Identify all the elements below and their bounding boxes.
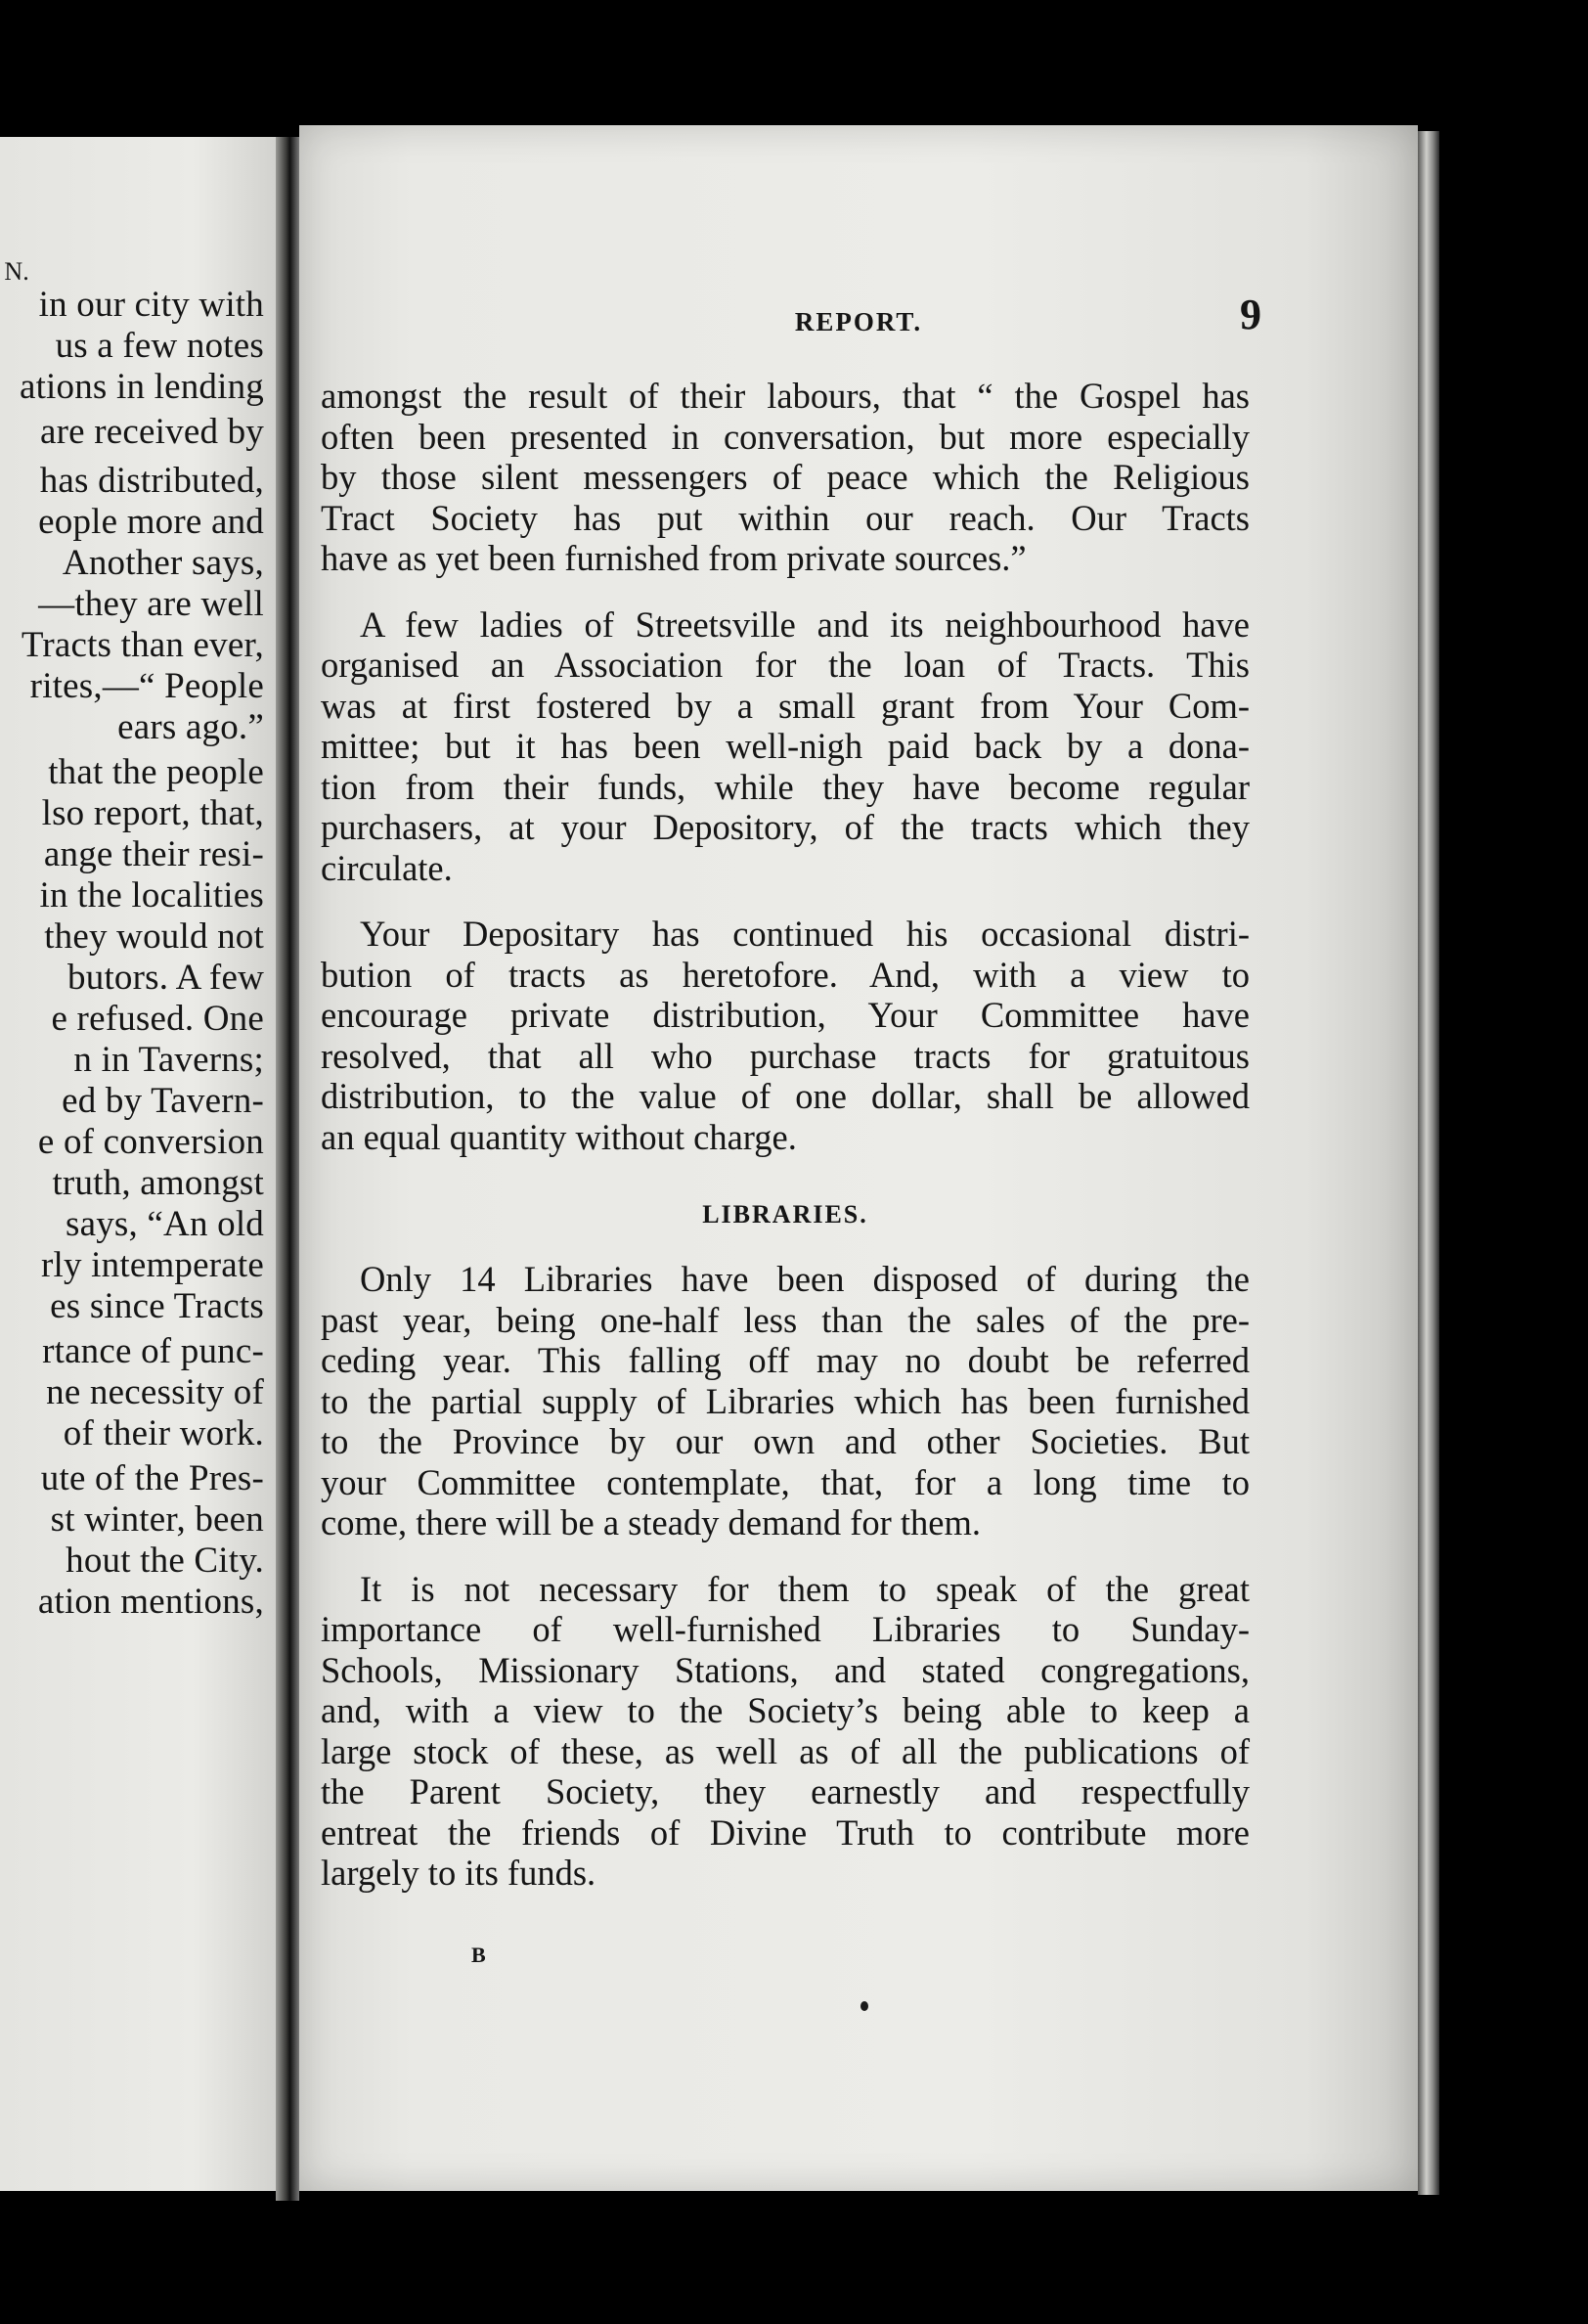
- text-line: largely to its funds.: [321, 1853, 596, 1893]
- running-head: REPORT.: [794, 307, 923, 336]
- left-page-line: Another says,: [62, 543, 264, 583]
- left-page-line: rites,—“ People: [29, 666, 264, 706]
- text-line: bution of tracts as heretofore. And, with a view to: [321, 954, 1250, 995]
- left-page-line: they would not: [44, 916, 264, 957]
- text-line: an equal quantity without charge.: [321, 1116, 797, 1157]
- left-page: [0, 137, 276, 2191]
- left-page-line: ation mentions,: [37, 1582, 264, 1622]
- text-line: to the Province by our own and other Societies. But: [321, 1421, 1250, 1461]
- left-page-line: n in Taverns;: [73, 1040, 264, 1080]
- left-page-line: lso report, that,: [41, 793, 264, 833]
- text-line: past year, being one-half less than the sales of the pre-: [321, 1299, 1250, 1340]
- page-gutter: [276, 137, 299, 2201]
- text-line: entreat the friends of Divine Truth to contribute more: [321, 1811, 1250, 1853]
- paragraph: [321, 604, 1250, 889]
- text-line: encourage private distribution, Your Committee have: [321, 995, 1250, 1035]
- left-page-line: says, “An old: [66, 1204, 264, 1244]
- paragraph-gap: [321, 579, 1250, 604]
- paragraph: [321, 914, 1250, 1157]
- text-line: ceding year. This falling off may no doubt be referred: [321, 1340, 1250, 1380]
- left-page-line: hout the City.: [66, 1541, 264, 1581]
- left-page-line: truth, amongst: [52, 1163, 264, 1203]
- text-line: to the partial supply of Libraries which has been furnished: [321, 1380, 1250, 1421]
- text-line: organised an Association for the loan of Tracts. This: [321, 645, 1250, 685]
- left-page-line: —they are well: [38, 584, 264, 624]
- left-page-line: of their work.: [63, 1413, 264, 1453]
- paragraph: [321, 376, 1250, 579]
- left-page-line: rtance of punc-: [42, 1331, 264, 1371]
- left-page-line: are received by: [40, 412, 264, 452]
- text-line: importance of well-furnished Libraries to Sunday-: [321, 1609, 1250, 1649]
- text-line: large stock of these, as well as of all the publications of: [321, 1730, 1250, 1771]
- text-line: tion from their funds, while they have become regular: [321, 766, 1250, 807]
- left-page-line: Tracts than ever,: [21, 625, 264, 665]
- section-heading: LIBRARIES.: [702, 1200, 868, 1229]
- left-page-line: has distributed,: [39, 461, 264, 501]
- text-line: Tract Society has put within our reach. Our Tracts: [321, 497, 1250, 538]
- text-line: by those silent messengers of peace which the Religious: [321, 457, 1250, 497]
- paragraph-gap: [321, 888, 1250, 914]
- text-line: It is not necessary for them to speak of the great: [360, 1568, 1250, 1609]
- text-line: Your Depositary has continued his occasional distri-: [360, 914, 1250, 954]
- text-line: mittee; but it has been well-nigh paid back by a dona-: [321, 726, 1250, 766]
- signature-mark: B: [471, 1943, 486, 1967]
- left-page-line: e of conversion: [37, 1122, 264, 1162]
- right-page: [299, 125, 1418, 2191]
- left-page-line: e refused. One: [51, 999, 264, 1039]
- left-page-line: rly intemperate: [41, 1245, 264, 1285]
- left-page-line: ed by Tavern-: [62, 1081, 264, 1121]
- text-line: Schools, Missionary Stations, and stated congregations,: [321, 1649, 1250, 1690]
- text-line: was at first fostered by a small grant from Your Com-: [321, 685, 1250, 726]
- text-line: often been presented in conversation, but more especially: [321, 416, 1250, 457]
- left-page-line: ears ago.”: [117, 707, 264, 747]
- text-line: have as yet been furnished from private sources.”: [321, 538, 1027, 578]
- text-line: circulate.: [321, 847, 453, 888]
- text-line: Only 14 Libraries have been disposed of during the: [360, 1259, 1250, 1299]
- left-page-line: ange their resi-: [43, 834, 264, 874]
- text-line: come, there will be a steady demand for them.: [321, 1502, 982, 1542]
- text-line: resolved, that all who purchase tracts for gratuitous: [321, 1035, 1250, 1076]
- paragraph-gap: [321, 1543, 1250, 1569]
- ink-speck: [860, 2001, 868, 2011]
- text-line: purchasers, at your Depository, of the tracts which they: [321, 807, 1250, 847]
- paragraph: [321, 1259, 1250, 1543]
- left-page-line: ations in lending: [19, 367, 264, 407]
- left-page-line: ute of the Pres-: [40, 1458, 264, 1498]
- text-line: your Committee contemplate, that, for a long time to: [321, 1461, 1250, 1502]
- page-edge: [1418, 131, 1439, 2195]
- left-page-line: es since Tracts: [50, 1286, 264, 1326]
- left-page-line: ne necessity of: [46, 1372, 264, 1412]
- left-page-line: butors. A few: [67, 958, 264, 998]
- left-page-line: N.: [4, 257, 29, 286]
- left-page-line: st winter, been: [50, 1499, 264, 1540]
- text-line: the Parent Society, they earnestly and respectfully: [321, 1771, 1250, 1811]
- text-line: and, with a view to the Society’s being able to keep a: [321, 1690, 1250, 1730]
- text-line: amongst the result of their labours, that “ the Gospel has: [321, 376, 1250, 416]
- left-page-line: us a few notes: [55, 326, 264, 366]
- page-number: 9: [1240, 290, 1261, 338]
- left-page-line: in the localities: [39, 875, 264, 916]
- left-page-line: that the people: [48, 752, 264, 792]
- left-page-line: eople more and: [38, 502, 264, 542]
- text-line: A few ladies of Streetsville and its neighbourhood have: [360, 603, 1250, 645]
- paragraph: [321, 1569, 1250, 1894]
- body-text: [321, 376, 1250, 1894]
- text-line: distribution, to the value of one dollar, shall be allowed: [321, 1076, 1250, 1116]
- left-page-line: in our city with: [38, 285, 264, 325]
